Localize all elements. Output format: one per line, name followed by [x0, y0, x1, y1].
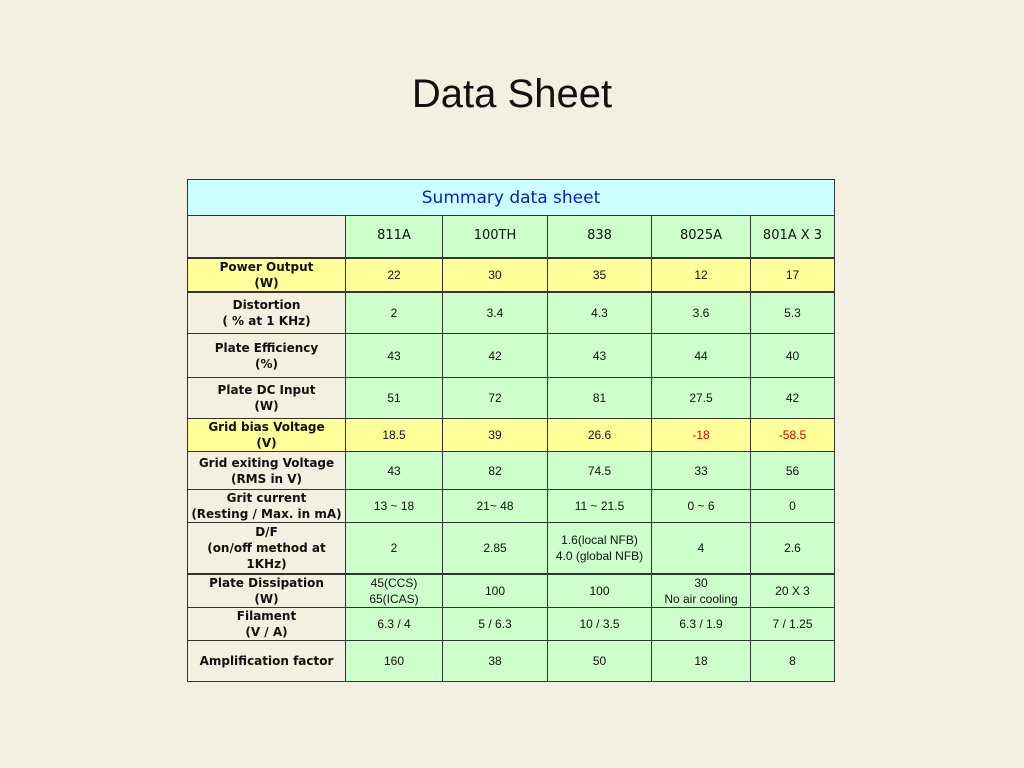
table-cell: 6.3 / 4	[346, 608, 443, 641]
row-label-line: (%)	[255, 356, 278, 371]
table-cell: 0	[751, 490, 835, 523]
row-label-line: ( % at 1 KHz)	[222, 313, 311, 328]
table-cell: 42	[751, 378, 835, 419]
table-cell-line: 65(ICAS)	[369, 591, 419, 606]
row-label	[188, 419, 346, 452]
row-label-line: D/F	[255, 524, 278, 539]
row-label-line: (RMS in V)	[230, 471, 303, 486]
table-cell: 42	[443, 334, 548, 378]
table-cell: 56	[751, 452, 835, 490]
table-cell: 100	[443, 574, 548, 608]
table-cell: 81	[548, 378, 652, 419]
table-cell: 21~ 48	[443, 490, 548, 523]
table-cell: 2.6	[751, 523, 835, 574]
row-label-line: Plate DC Input	[217, 383, 316, 397]
row-label	[188, 574, 346, 608]
column-header-811a: 811A	[346, 216, 443, 258]
row-label-line: 1KHz)	[246, 556, 287, 571]
table-cell: 17	[751, 258, 835, 292]
table-cell: 72	[443, 378, 548, 419]
table-row	[188, 378, 835, 419]
header-corner-cell	[188, 216, 346, 258]
table-cell-line: 45(CCS)	[370, 575, 418, 590]
row-label	[188, 378, 346, 419]
table-row	[188, 452, 835, 490]
table-cell: 13 ~ 18	[346, 490, 443, 523]
table-row	[188, 419, 835, 452]
table-cell	[346, 574, 443, 608]
row-label	[188, 523, 346, 574]
table-cell: 18.5	[346, 419, 443, 452]
table-cell	[652, 574, 751, 608]
row-label	[188, 608, 346, 641]
table-cell-line: No air cooling	[664, 591, 738, 606]
table-row	[188, 574, 835, 608]
column-header-8025a: 8025A	[652, 216, 751, 258]
table-cell-line: 30	[694, 575, 708, 590]
table-cell: 51	[346, 378, 443, 419]
table-cell: 74.5	[548, 452, 652, 490]
table-cell: 2	[346, 292, 443, 334]
table-row	[188, 334, 835, 378]
table-row	[188, 641, 835, 682]
row-label	[188, 452, 346, 490]
table-cell: 7 / 1.25	[751, 608, 835, 641]
table-cell-line: 4.0 (global NFB)	[555, 548, 644, 563]
table-cell: 6.3 / 1.9	[652, 608, 751, 641]
row-label-line: (on/off method at	[207, 540, 326, 555]
table-cell: 44	[652, 334, 751, 378]
slide-title: Data Sheet	[411, 72, 613, 116]
row-label-line: (V)	[256, 436, 277, 450]
table-cell: 11 ~ 21.5	[548, 490, 652, 523]
row-label-line: Grid bias Voltage	[208, 420, 325, 434]
row-label	[188, 334, 346, 378]
table-cell: 20 X 3	[751, 574, 835, 608]
table-cell	[548, 523, 652, 574]
row-label-line: Distortion	[232, 297, 301, 312]
row-label-line: (Resting / Max. in mA)	[191, 507, 342, 521]
row-label-line: (W)	[254, 399, 279, 413]
table-cell: 2.85	[443, 523, 548, 574]
row-label-line: Plate Dissipation	[209, 575, 324, 590]
row-label-line: Amplification factor	[199, 654, 334, 668]
table-cell: 43	[346, 334, 443, 378]
table-cell: 160	[346, 641, 443, 682]
table-cell: 40	[751, 334, 835, 378]
row-label-line: Grit current	[226, 491, 307, 505]
table-cell: 26.6	[548, 419, 652, 452]
table-row	[188, 258, 835, 292]
row-label	[188, 641, 346, 682]
table-cell: 10 / 3.5	[548, 608, 652, 641]
table-cell: 22	[346, 258, 443, 292]
row-label	[188, 292, 346, 334]
table-cell: 82	[443, 452, 548, 490]
table-cell: -18	[652, 419, 751, 452]
column-header-838: 838	[548, 216, 652, 258]
table-cell: 3.6	[652, 292, 751, 334]
table-cell: 43	[346, 452, 443, 490]
table-row	[188, 292, 835, 334]
table-cell: 5.3	[751, 292, 835, 334]
row-label-line: Plate Efficiency	[214, 340, 319, 355]
table-cell: 43	[548, 334, 652, 378]
row-label-line: Filament	[236, 609, 297, 623]
table-cell: 5 / 6.3	[443, 608, 548, 641]
table-cell: 4.3	[548, 292, 652, 334]
table-cell: 12	[652, 258, 751, 292]
table-cell: 38	[443, 641, 548, 682]
table-cell: 3.4	[443, 292, 548, 334]
row-label-line: (W)	[254, 591, 279, 606]
table-cell: 2	[346, 523, 443, 574]
column-header-100th: 100TH	[443, 216, 548, 258]
table-cell: 39	[443, 419, 548, 452]
table-cell: 8	[751, 641, 835, 682]
table-cell: 35	[548, 258, 652, 292]
table-cell: 30	[443, 258, 548, 292]
table-cell: 18	[652, 641, 751, 682]
column-header-801a-x3: 801A X 3	[751, 216, 835, 258]
summary-data-table	[187, 179, 835, 682]
row-label	[188, 490, 346, 523]
row-label-line: (W)	[254, 275, 279, 290]
row-label-line: (V / A)	[245, 625, 288, 639]
row-label	[188, 258, 346, 292]
table-cell: 27.5	[652, 378, 751, 419]
row-label-line: Power Output	[219, 259, 314, 274]
table-caption: Summary data sheet	[188, 180, 835, 216]
table-row	[188, 523, 835, 574]
table-cell: 33	[652, 452, 751, 490]
table-cell: 4	[652, 523, 751, 574]
table-cell: 0 ~ 6	[652, 490, 751, 523]
table-cell: -58.5	[751, 419, 835, 452]
table-row	[188, 608, 835, 641]
table-row	[188, 490, 835, 523]
table-cell: 50	[548, 641, 652, 682]
row-label-line: Grid exiting Voltage	[198, 455, 335, 470]
table-cell: 100	[548, 574, 652, 608]
table-cell-line: 1.6(local NFB)	[561, 532, 638, 547]
